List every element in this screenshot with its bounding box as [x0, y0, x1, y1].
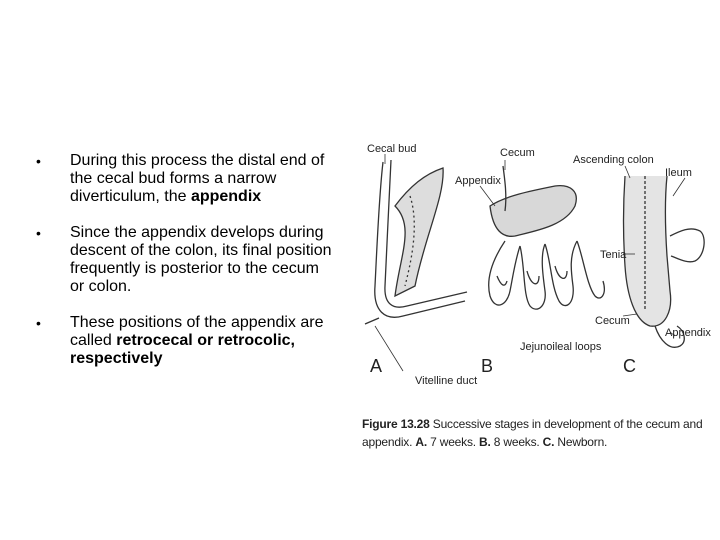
bullet-text	[70, 152, 336, 206]
bullet-text-bold: appendix	[190, 188, 262, 205]
label-appendix-c: Appendix	[665, 327, 711, 339]
panel-c-drawing	[624, 176, 705, 347]
label-vitelline-duct: Vitelline duct	[415, 375, 478, 386]
panel-b-drawing	[489, 166, 605, 309]
bullet-item	[36, 224, 336, 296]
label-cecal-bud: Cecal bud	[367, 143, 417, 155]
caption-c-text: Newborn.	[554, 435, 608, 449]
panel-letter-c: C	[623, 356, 636, 376]
panel-letter-b: B	[481, 356, 494, 376]
figure-illustration	[355, 136, 715, 386]
bullet-item	[36, 314, 336, 368]
bullet-text-regular: These positions of the appendix are called	[70, 314, 324, 349]
label-tenia: Tenia	[600, 249, 627, 261]
bullet-marker: •	[36, 153, 41, 169]
label-ascending-colon: Ascending colon	[573, 154, 654, 166]
caption-a-text: 7 weeks.	[427, 435, 480, 449]
caption-text: Successive stages in development of the cecum and appendix.	[362, 417, 703, 449]
caption-figure-number: Figure 13.28	[362, 417, 430, 431]
caption-b-label: B.	[479, 435, 491, 449]
caption-a-label: A.	[415, 435, 427, 449]
bullet-text	[70, 314, 336, 368]
bullet-text-bold: retrocecal or retrocolic, respectively	[70, 332, 295, 367]
bullet-item	[36, 152, 336, 206]
label-jejunoileal-loops: Jejunoileal loops	[520, 341, 602, 353]
label-cecum-top: Cecum	[500, 147, 535, 159]
bullet-text-regular: During this process the distal end of the cecal bud forms a narrow diverticulum, the	[70, 152, 325, 205]
panel-a-drawing	[365, 160, 467, 324]
label-ileum: Ileum	[665, 167, 692, 179]
figure-caption	[362, 415, 712, 451]
bullet-marker: •	[36, 315, 41, 331]
label-appendix-b: Appendix	[455, 175, 501, 187]
cecum-development-figure	[355, 136, 715, 386]
bullet-marker: •	[36, 225, 41, 241]
label-cecum-c: Cecum	[595, 315, 630, 327]
bullet-list	[36, 152, 336, 386]
bullet-text	[70, 224, 336, 296]
caption-c-label: C.	[542, 435, 555, 449]
bullet-text-regular: Since the appendix develops during descent of the colon, its final position frequently is posterior to the cecum or colon.	[70, 224, 332, 295]
panel-letter-a: A	[370, 356, 383, 376]
caption-b-text: 8 weeks.	[490, 435, 543, 449]
